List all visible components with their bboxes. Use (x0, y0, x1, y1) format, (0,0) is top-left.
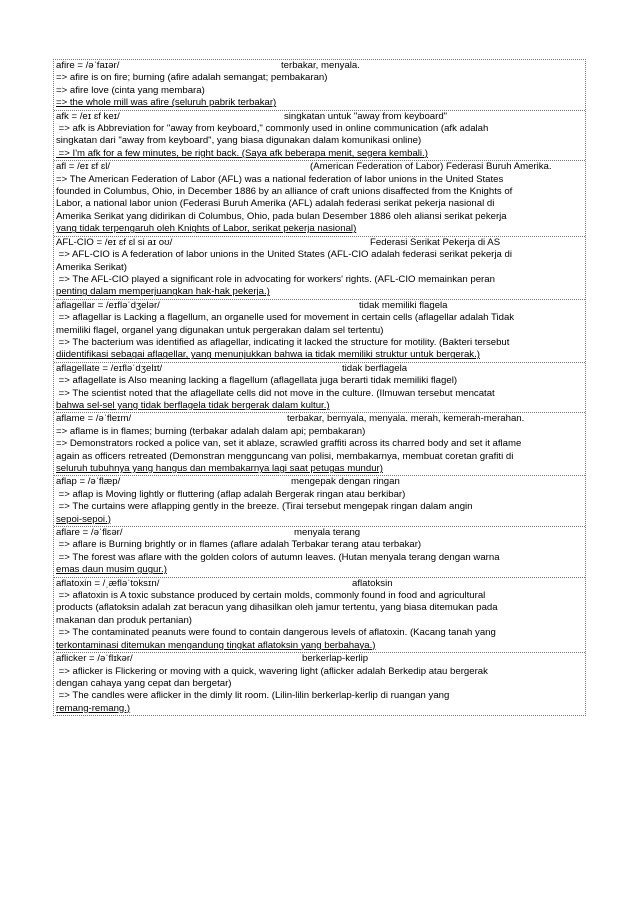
entry-line: => aflagellate is Also meaning lacking a flagellum (aflagellata juga berarti tidak memiliki flagel) (56, 375, 458, 387)
dictionary-entry (54, 526, 585, 577)
entry-word: aflame = /əˈfleɪm/ (56, 413, 132, 425)
entry-line: memiliki flagel, organel yang digunakan untuk pergerakan dalam sel tertentu) (56, 324, 384, 336)
entry-translation: terbakar, bernyala, menyala. merah, kemerah-merahan. (287, 413, 525, 425)
entry-headline (54, 653, 585, 665)
entry-line: => afire is on fire; burning (afire adalah semangat; pembakaran) (56, 72, 328, 84)
entry-line: => aflagellar is Lacking a flagellum, an organelle used for movement in certain cells (aflagellar adalah Tidak (56, 312, 515, 324)
entry-line: remang-remang.) (56, 702, 131, 714)
dictionary-entries (53, 59, 586, 716)
entry-line: => aflap is Moving lightly or fluttering (aflap adalah Bergerak ringan atau berkibar) (56, 488, 406, 500)
dictionary-entry (54, 652, 585, 715)
dictionary-entry (54, 110, 585, 161)
entry-headline (54, 578, 585, 590)
entry-headline (54, 237, 585, 249)
entry-line: emas daun musim gugur.) (56, 564, 167, 576)
entry-line: sepoi-sepoi.) (56, 513, 111, 525)
entry-line: makanan dan produk pertanian) (56, 614, 193, 626)
entry-line: => aflatoxin is A toxic substance produced by certain molds, commonly found in food and agricultural (56, 590, 486, 602)
entry-word: aflicker = /əˈflɪkər/ (56, 653, 133, 665)
dictionary-entry (54, 362, 585, 413)
entry-line: => The forest was aflare with the golden colors of autumn leaves. (Hutan menyala terang dengan warna (56, 551, 500, 563)
entry-line: products (aflatoksin adalah zat beracun yang dihasilkan oleh jamur tertentu, yang biasa ditemukan pada (56, 602, 498, 614)
entry-word: aflatoxin = /ˌæfləˈtoksɪn/ (56, 577, 160, 589)
dictionary-entry (54, 236, 585, 299)
entry-translation: terbakar, menyala. (281, 60, 360, 71)
entry-word: aflagellar = /eɪfləˈdʒelər/ (56, 299, 160, 311)
entry-line: yang tidak terpengaruh oleh Knights of Labor, serikat pekerja nasional) (56, 223, 357, 235)
entry-line: diidentifikasi sebagai aflagellar, yang menunjukkan bahwa ia tidak memiliki struktur untuk bergerak.) (56, 349, 480, 361)
dictionary-entry (54, 412, 585, 475)
entry-headline (54, 527, 585, 539)
entry-line: => afire love (cinta yang membara) (56, 84, 205, 96)
entry-translation: berkerlap-kerlip (302, 653, 369, 665)
entry-line: again as officers retreated (Demonstran mengguncang van polisi, membakarnya, membuat coretan grafiti di (56, 450, 514, 462)
entry-word: aflagellate = /eɪfləˈdʒelɪt/ (56, 362, 163, 374)
entry-line: => The scientist noted that the aflagellate cells did not move in the culture. (Ilmuwan tersebut mencatat (56, 387, 495, 399)
entry-headline (54, 111, 585, 123)
entry-headline (54, 363, 585, 375)
entry-line: => The candles were aflicker in the dimly lit room. (Lilin-lilin berkerlap-kerlip di ruangan yang (56, 690, 450, 702)
entry-translation: menyala terang (294, 527, 361, 539)
entry-headline (54, 300, 585, 312)
entry-translation: aflatoksin (352, 577, 393, 589)
entry-line: Amerika Serikat) (56, 261, 127, 273)
entry-line: => The curtains were aflapping gently in the breeze. (Tirai tersebut mengepak ringan dalam angin (56, 501, 473, 513)
entry-word: afl = /eɪ ɛf ɛl/ (56, 161, 111, 173)
entry-word: afk = /eɪ ɛf keɪ/ (56, 110, 120, 122)
dictionary-entry (54, 299, 585, 362)
entry-line: Labor, a national labor union (Federasi Buruh Amerika (AFL) adalah federasi serikat pekerja nasional di (56, 198, 495, 210)
entry-headline (54, 60, 585, 72)
entry-line: Amerika Serikat yang didirikan di Columbus, Ohio, pada bulan Desember 1886 oleh aliansi serikat pekerja (56, 210, 507, 222)
dictionary-entry (54, 475, 585, 526)
dictionary-entry (54, 60, 585, 110)
entry-line: penting dalam memperjuangkan hak-hak pekerja.) (56, 286, 270, 298)
entry-line: => The contaminated peanuts were found to contain dangerous levels of aflatoxin. (Kacang tanah yang (56, 627, 496, 639)
entry-line: => The American Federation of Labor (AFL) was a national federation of labor unions in the United States (56, 173, 504, 185)
entry-line: dengan cahaya yang cepat dan bergetar) (56, 677, 232, 689)
entry-word: AFL-CIO = /eɪ ɛf ɛl si aɪ oʊ/ (56, 236, 173, 248)
dictionary-entry (54, 577, 585, 652)
entry-line: => aflare is Burning brightly or in flames (aflare adalah Terbakar terang atau terbakar) (56, 539, 422, 551)
entry-line: => the whole mill was afire (seluruh pabrik terbakar) (56, 97, 277, 109)
entry-line: founded in Columbus, Ohio, in December 1886 by an alliance of craft unions disaffected from the Knights of (56, 186, 513, 198)
entry-word: aflare = /əˈflɛər/ (56, 527, 123, 539)
entry-line: => Demonstrators rocked a police van, set it ablaze, scrawled graffiti across its charred body and set it aflame (56, 438, 522, 450)
entry-translation: mengepak dengan ringan (291, 476, 400, 488)
entry-word: afire = /əˈfaɪər/ (56, 60, 120, 71)
entry-translation: singkatan untuk "away from keyboard" (284, 110, 448, 122)
entry-line: bahwa sel-sel yang tidak berflagela tidak bergerak dalam kultur.) (56, 399, 330, 411)
entry-line: => The bacterium was identified as aflagellar, indicating it lacked the structure for motility. (Bakteri tersebut (56, 336, 510, 348)
entry-headline (54, 476, 585, 488)
entry-translation: (American Federation of Labor) Federasi Buruh Amerika. (310, 161, 552, 173)
entry-line: => AFL-CIO is A federation of labor unions in the United States (AFL-CIO adalah federasi serikat pekerja di (56, 249, 512, 261)
dictionary-entry (54, 160, 585, 235)
entry-word: aflap = /əˈflæp/ (56, 476, 121, 488)
entry-line: => afk is Abbreviation for "away from keyboard," commonly used in online communication (afk adalah (56, 123, 489, 135)
entry-headline (54, 161, 585, 173)
entry-line: => I'm afk for a few minutes, be right back. (Saya afk beberapa menit, segera kembali.) (56, 147, 428, 159)
entry-line: seluruh tubuhnya yang hangus dan membakarnya lagi saat petugas mundur) (56, 463, 383, 474)
entry-line: => aflame is in flames; burning (terbakar adalah dalam api; pembakaran) (56, 425, 366, 437)
entry-translation: tidak memiliki flagela (359, 299, 448, 311)
entry-translation: Federasi Serikat Pekerja di AS (370, 236, 501, 248)
entry-line: singkatan dari "away from keyboard", yang biasa digunakan dalam komunikasi online) (56, 135, 422, 147)
entry-translation: tidak berflagela (342, 362, 408, 374)
entry-line: terkontaminasi ditemukan mengandung tingkat aflatoksin yang berbahaya.) (56, 639, 376, 651)
entry-headline (54, 413, 585, 425)
entry-line: => aflicker is Flickering or moving with a quick, wavering light (aflicker adalah Berkedip atau bergerak (56, 665, 488, 677)
entry-line: => The AFL-CIO played a significant role in advocating for workers' rights. (AFL-CIO memainkan peran (56, 273, 495, 285)
